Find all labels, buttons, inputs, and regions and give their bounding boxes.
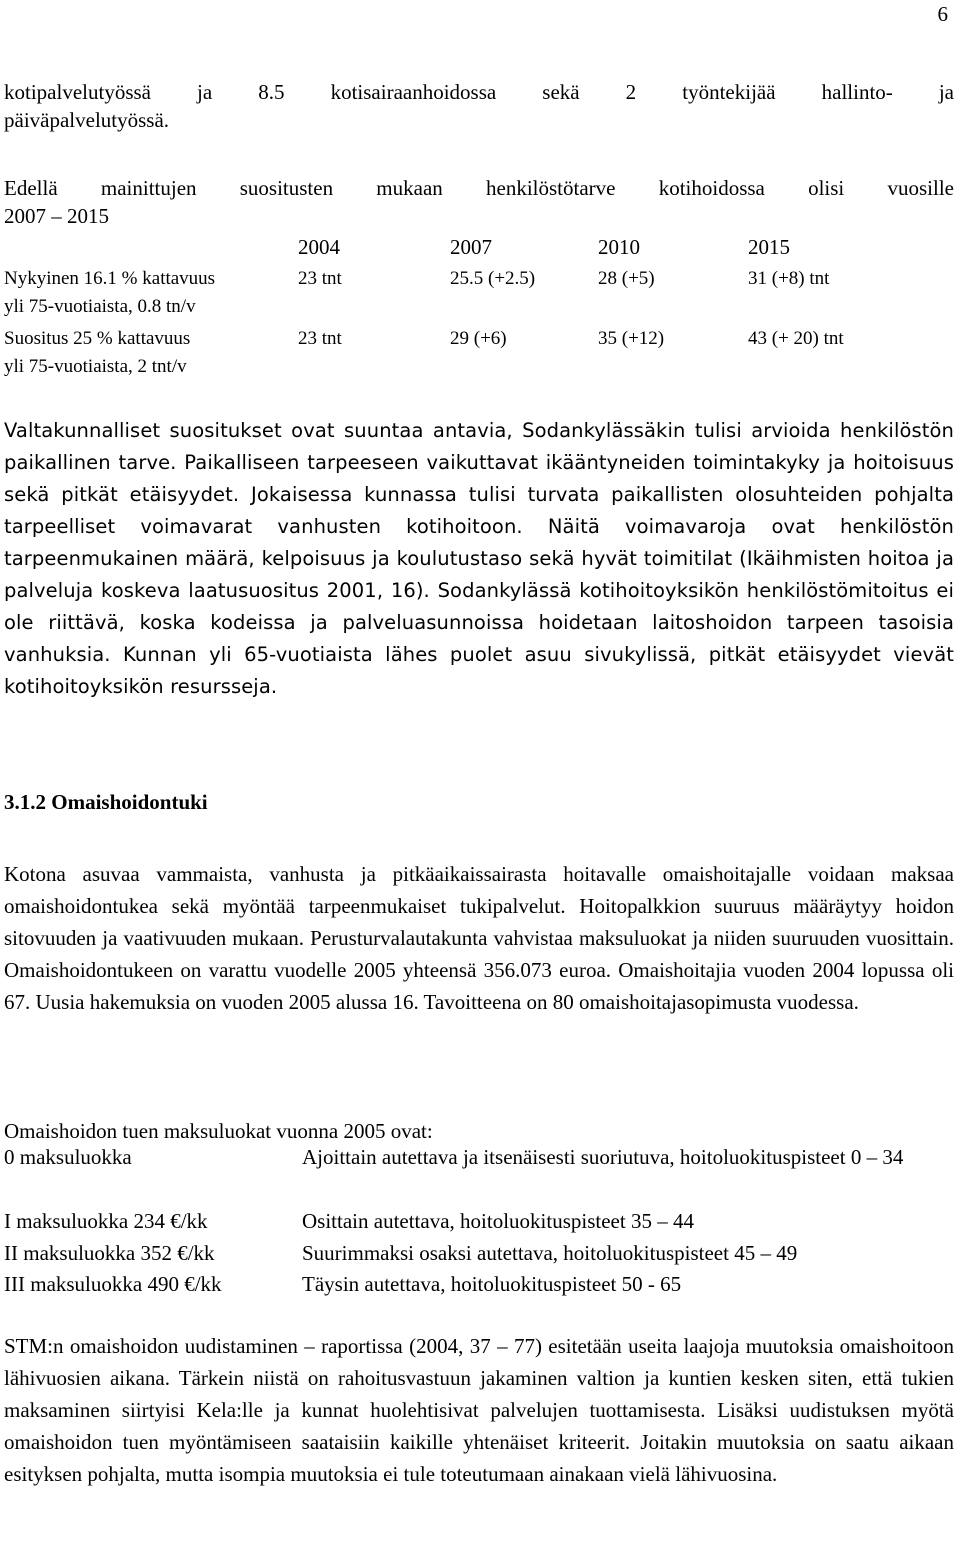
year-header-2007: 2007: [450, 235, 492, 259]
year-header-2010: 2010: [598, 235, 640, 259]
table-cell: 31 (+8) tnt: [748, 268, 830, 289]
intro-paragraph: [4, 76, 954, 108]
row-label-line: Nykyinen 16.1 % kattavuus: [4, 268, 216, 289]
payment-class-description: Osittain autettava, hoitoluokituspisteet 35 – 44: [302, 1209, 694, 1233]
intro-line-1: kotipalvelutyössä ja 8.5 kotisairaanhoidossa sekä 2 työntekijää hallinto- ja: [4, 80, 954, 104]
table-cell: 35 (+12): [598, 328, 665, 349]
payment-classes-intro: Omaishoidon tuen maksuluokat vuonna 2005 ovat:: [4, 1119, 433, 1143]
section-heading: 3.1.2 Omaishoidontuki: [4, 790, 208, 814]
payment-class-row: [4, 1205, 954, 1237]
table-cell: 23 tnt: [298, 268, 342, 289]
payment-class-description: Täysin autettava, hoitoluokituspisteet 50 - 65: [302, 1272, 682, 1296]
intro-line-2: päiväpalvelutyössä.: [4, 108, 170, 132]
table-cell: 29 (+6): [450, 328, 507, 349]
page-number: 6: [937, 2, 948, 26]
table-cell: 23 tnt: [298, 328, 342, 349]
caregiver-paragraph: Kotona asuvaa vammaista, vanhusta ja pitkäaikaissairasta hoitavalle omaishoitajalle voidaan maksaa omaishoidontukea sekä myöntää tarpeenmukaiset tukipalvelut. Hoitopalkkion suuruus määräytyy hoidon sitovuuden ja vaativuuden mukaan. Perusturvalautakunta vahvistaa maksuluokat ja niiden suuruuden vuosittain. Omaishoidontukeen on varattu vuodelle 2005 yhteensä 356.073 euroa. Omaishoitajia vuoden 2004 lopussa oli 67. Uusia hakemuksia on vuoden 2005 alussa 16. Tavoitteena on 80 omaishoitajasopimusta vuodessa.: [4, 862, 954, 1014]
payment-class-name: I maksuluokka 234 €/kk: [4, 1209, 208, 1233]
stm-paragraph: STM:n omaishoidon uudistaminen – raportissa (2004, 37 – 77) esitetään useita laajoja muutoksia omaishoitoon lähivuosien aikana. Tärkein niistä on rahoitusvastuun jakaminen valtion ja kuntien kesken siten, että tukien maksaminen siirtyisi Kela:lle ja kunnat huolehtisivat palvelujen tuottamisesta. Lisäksi uudistuksen myötä omaishoidon tuen myöntämiseen saataisiin kaikille yhtenäiset kriteerit. Joitakin muutoksia on saatu aikaan esityksen pohjalta, mutta isompia muutoksia ei tule toteutumaan ainakaan vielä lähivuosina.: [4, 1334, 954, 1486]
year-header-2004: 2004: [298, 235, 340, 259]
staffing-lead-years: 2007 – 2015: [4, 204, 109, 228]
row-label-line: Suositus 25 % kattavuus: [4, 328, 191, 349]
recommendations-paragraph: Valtakunnalliset suositukset ovat suuntaa antavia, Sodankylässäkin tulisi arvioida henkilöstön paikallinen tarve. Paikalliseen tarpeeseen vaikuttavat ikääntyneiden toimintakyky ja hoitoisuus sekä pitkät etäisyydet. Jokaisessa kunnassa tulisi turvata paikallisten olosuhteiden pohjalta tarpeelliset voimavarat vanhusten kotihoitoon. Näitä voimavaroja ovat henkilöstön tarpeenmukainen määrä, kelpoisuus ja koulutustaso sekä hyvät toimitilat (Ikäihmisten hoitoa ja palveluja koskeva laatusuositus 2001, 16). Sodankylässä kotihoitoyksikön henkilöstömitoitus ei ole riittävä, koska kodeissa ja palveluasunnoissa hoidetaan laitoshoidon tarpeen tasoisia vanhuksia. Kunnan yli 65-vuotiaista lähes puolet asuu sivukylissä, pitkät etäisyydet vievät kotihoitoyksikön resursseja.: [4, 419, 954, 698]
payment-class-row: [4, 1141, 954, 1205]
table-cell: 25.5 (+2.5): [450, 268, 536, 289]
payment-class-row: [4, 1268, 954, 1300]
staffing-lead: Edellä mainittujen suositusten mukaan henkilöstötarve kotihoidossa olisi vuosille: [4, 176, 954, 200]
row-label-line: yli 75-vuotiaista, 2 tnt/v: [4, 356, 187, 377]
payment-class-description: Ajoittain autettava ja itsenäisesti suoriutuva, hoitoluokituspisteet 0 – 34: [302, 1145, 904, 1169]
table-cell: 28 (+5): [598, 268, 655, 289]
table-cell: 43 (+ 20) tnt: [748, 328, 844, 349]
payment-class-description: Suurimmaksi osaksi autettava, hoitoluokituspisteet 45 – 49: [302, 1241, 798, 1265]
payment-class-row: [4, 1237, 954, 1269]
row-label-line: yli 75-vuotiaista, 0.8 tn/v: [4, 296, 196, 317]
payment-class-name: 0 maksuluokka: [4, 1145, 132, 1169]
payment-class-name: II maksuluokka 352 €/kk: [4, 1241, 215, 1265]
payment-class-name: III maksuluokka 490 €/kk: [4, 1272, 222, 1296]
year-header-2015: 2015: [748, 235, 790, 259]
